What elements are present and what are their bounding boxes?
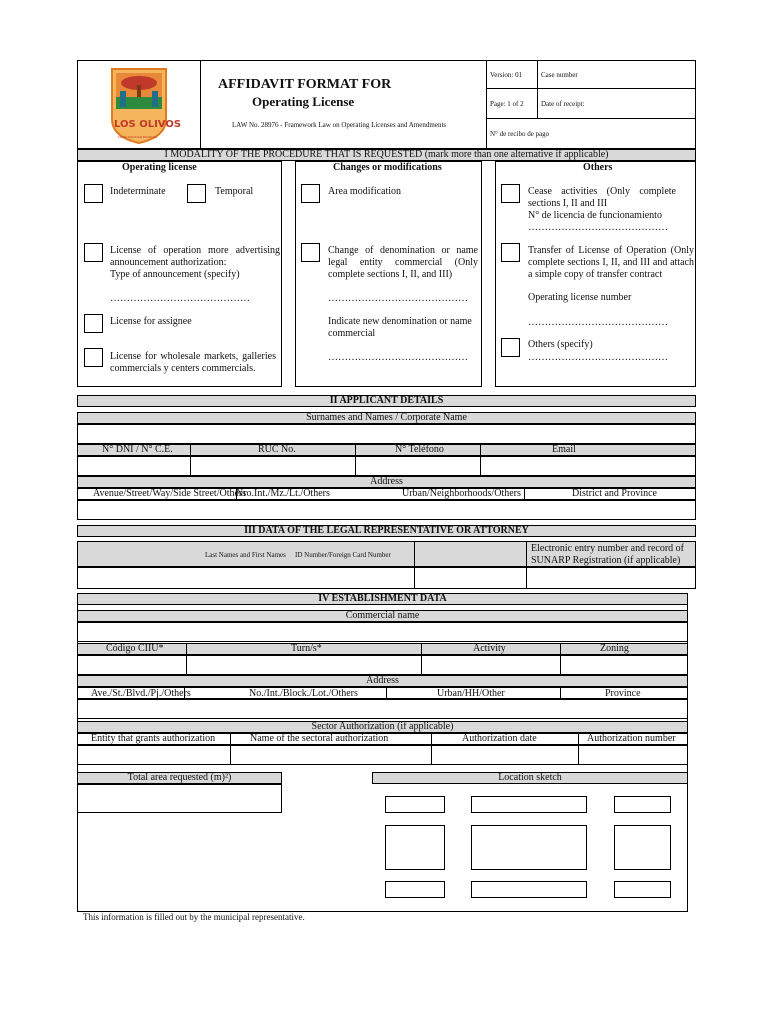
total-area-header: Total area requested (m)²): [77, 772, 282, 784]
sector-auth-header: Sector Authorization (if applicable): [77, 721, 688, 733]
logo-subtext: MUNICIPALIDAD DISTRITAL: [118, 135, 158, 139]
others-specify-label: Others (specify): [528, 339, 593, 350]
sketch-cell-bottom-right[interactable]: [614, 881, 671, 898]
legal-rep-names-header: Last Names and First Names: [205, 551, 286, 559]
version-label: Version: 01: [490, 71, 523, 79]
wholesale-checkbox[interactable]: [84, 348, 103, 367]
establishment-address-input[interactable]: [77, 699, 688, 719]
denomination-label: Change of denomination or name legal entity commercial (Only complete sections I, II, and III): [328, 245, 478, 280]
payment-receipt-label: N° de recibo de pago: [490, 130, 550, 138]
section4-title: IV ESTABLISHMENT DATA: [77, 593, 688, 605]
sunarp-header: Electronic entry number and record of SUNARP Registration (if applicable): [531, 543, 684, 566]
address-header: Address: [77, 476, 696, 488]
area-modification-checkbox[interactable]: [301, 184, 320, 203]
operating-license-title: Operating license: [122, 162, 197, 173]
activity-input[interactable]: [422, 656, 560, 674]
entity-header: Entity that grants authorization: [91, 733, 216, 744]
address-input[interactable]: [77, 500, 696, 520]
temporal-checkbox[interactable]: [187, 184, 206, 203]
license-number-field[interactable]: ……………………………………: [528, 222, 668, 233]
no-header: No./Int./Block./Lot./Others: [249, 688, 358, 699]
telefono-input[interactable]: [356, 457, 480, 475]
sketch-cell-top-left[interactable]: [385, 796, 445, 813]
turns-input[interactable]: [187, 656, 421, 674]
zoning-header: Zoning: [600, 643, 629, 654]
sunarp-input[interactable]: [527, 568, 695, 588]
activity-header: Activity: [473, 643, 506, 654]
urban-header: Urban/Neighborhoods/Others: [402, 488, 521, 499]
form-subtitle: Operating License: [252, 94, 355, 109]
legal-rep-names-input[interactable]: [78, 568, 414, 588]
auth-date-header: Authorization date: [462, 733, 537, 744]
total-area-input[interactable]: [77, 784, 282, 813]
establishment-address-header: Address: [77, 675, 688, 687]
telefono-header: N° Teléfono: [395, 444, 444, 455]
auth-number-input[interactable]: [579, 746, 687, 764]
transfer-checkbox[interactable]: [501, 243, 520, 262]
section1-title: I MODALITY OF THE PROCEDURE THAT IS REQUESTED (mark more than one alternative if applicable): [77, 149, 696, 161]
new-denomination-label: Indicate new denomination or name commercial: [328, 316, 472, 339]
footer-note: This information is filled out by the municipal representative.: [83, 912, 305, 922]
law-text: LAW No. 28976 - Framework Law on Operating Licenses and Amendments: [232, 121, 447, 129]
sketch-cell-mid-center[interactable]: [471, 825, 587, 870]
indeterminate-checkbox[interactable]: [84, 184, 103, 203]
form-title: AFFIDAVIT FORMAT FOR: [218, 77, 392, 92]
page-label: Page: 1 of 2: [490, 100, 524, 108]
turns-header: Turn/s*: [291, 643, 322, 654]
location-sketch-header: Location sketch: [372, 772, 688, 784]
urban-hh-header: Urban/HH/Other: [437, 688, 505, 699]
sketch-cell-bottom-center[interactable]: [471, 881, 587, 898]
new-denomination-field[interactable]: ……………………………………: [328, 352, 468, 363]
cease-checkbox[interactable]: [501, 184, 520, 203]
email-input[interactable]: [481, 457, 695, 475]
temporal-label: Temporal: [215, 186, 254, 197]
los-olivos-logo: [108, 67, 182, 145]
assignee-checkbox[interactable]: [84, 314, 103, 333]
announcement-type-label: Type of announcement (specify): [110, 269, 240, 280]
advertising-checkbox[interactable]: [84, 243, 103, 262]
entity-input[interactable]: [78, 746, 230, 764]
case-number-label: Case number: [541, 71, 578, 79]
sectoral-name-input[interactable]: [231, 746, 431, 764]
sectoral-name-header: Name of the sectoral authorization: [250, 733, 389, 744]
nro-header: Nro.Int./Mz./Lt./Others: [236, 488, 330, 499]
date-receipt-label: Date of receipt:: [541, 100, 585, 108]
indeterminate-label: Indeterminate: [110, 186, 166, 197]
denomination-checkbox[interactable]: [301, 243, 320, 262]
dni-header: N° DNI / N° C.E.: [102, 444, 173, 455]
changes-title: Changes or modifications: [333, 162, 442, 173]
section3-title: III DATA OF THE LEGAL REPRESENTATIVE OR ATTORNEY: [77, 525, 696, 537]
others-specify-checkbox[interactable]: [501, 338, 520, 357]
legal-rep-id-input[interactable]: [415, 568, 526, 588]
sketch-cell-top-right[interactable]: [614, 796, 671, 813]
ruc-header: RUC No.: [258, 444, 296, 455]
sketch-cell-top-center[interactable]: [471, 796, 587, 813]
sketch-cell-mid-left[interactable]: [385, 825, 445, 870]
surnames-input[interactable]: [77, 424, 696, 444]
zoning-input[interactable]: [561, 656, 687, 674]
cease-label: Cease activities (Only complete sections I, II and III: [528, 186, 676, 209]
commercial-name-header: Commercial name: [77, 610, 688, 622]
advertising-label: License of operation more advertising announcement authorization:: [110, 245, 280, 268]
ave-header: Ave./St./Blvd./Pj./Others: [91, 688, 191, 699]
assignee-label: License for assignee: [110, 316, 192, 327]
op-license-number-label: Operating license number: [528, 292, 632, 303]
announcement-type-field[interactable]: ……………………………………: [110, 293, 250, 304]
area-modification-label: Area modification: [328, 186, 402, 197]
establishment-header-row: [77, 643, 688, 655]
transfer-label: Transfer of License of Operation (Only complete sections I, II, and III and attach a simple copy of transfer contract: [528, 245, 694, 280]
denomination-field[interactable]: ……………………………………: [328, 293, 468, 304]
op-license-number-field[interactable]: ……………………………………: [528, 317, 668, 328]
others-title: Others: [583, 162, 613, 173]
license-number-label: N° de licencia de funcionamiento: [528, 210, 662, 221]
sketch-cell-mid-right[interactable]: [614, 825, 671, 870]
wholesale-label: License for wholesale markets, galleries commercials y centers commercials.: [110, 351, 276, 374]
ruc-input[interactable]: [191, 457, 355, 475]
surnames-header: Surnames and Names / Corporate Name: [77, 412, 696, 424]
auth-number-header: Authorization number: [587, 733, 676, 744]
logo-text: LOS OLIVOS: [114, 119, 182, 130]
section2-title: II APPLICANT DETAILS: [77, 395, 696, 407]
ciiu-header: Código CIIU*: [106, 643, 164, 654]
commercial-name-input[interactable]: [77, 622, 688, 642]
dni-input[interactable]: [78, 457, 190, 475]
auth-date-input[interactable]: [432, 746, 578, 764]
avenue-header: Avenue/Street/Way/Side Street/Others: [93, 488, 247, 499]
sketch-cell-bottom-left[interactable]: [385, 881, 445, 898]
province-header: Province: [605, 688, 641, 699]
email-header: Email: [552, 444, 576, 455]
legal-rep-id-header: ID Number/Foreign Card Number: [295, 551, 391, 559]
district-header: District and Province: [572, 488, 657, 499]
ciiu-input[interactable]: [78, 656, 186, 674]
others-specify-field[interactable]: ……………………………………: [528, 352, 668, 363]
